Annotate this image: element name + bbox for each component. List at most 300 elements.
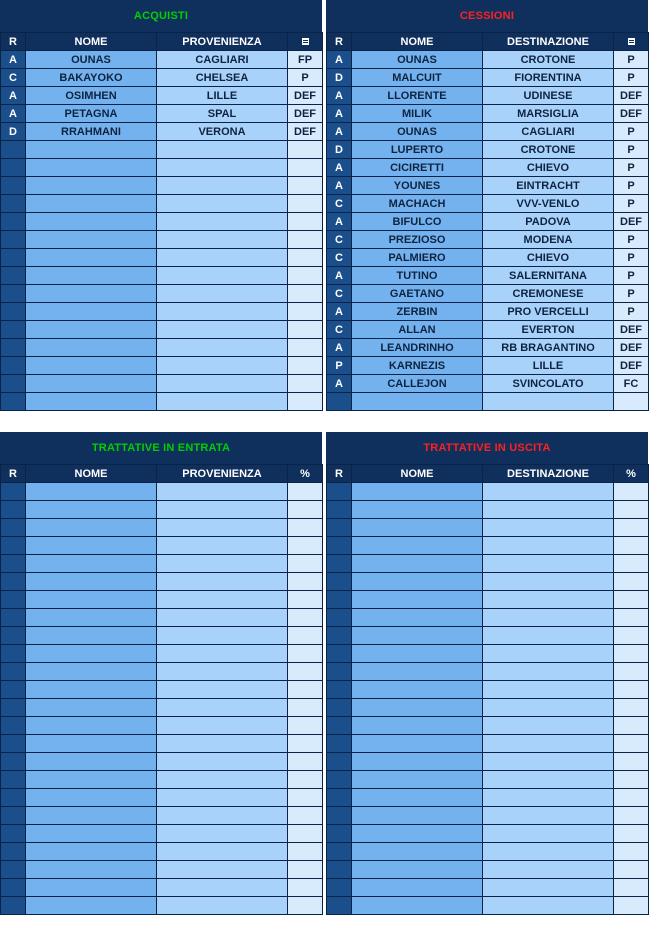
status-cell[interactable]: [288, 267, 323, 285]
status-cell[interactable]: [614, 627, 649, 645]
name-cell[interactable]: [352, 699, 483, 717]
role-cell[interactable]: C: [1, 69, 26, 87]
club-cell[interactable]: [157, 213, 288, 231]
club-cell[interactable]: [483, 591, 614, 609]
club-cell[interactable]: [157, 141, 288, 159]
club-cell[interactable]: [157, 591, 288, 609]
club-cell[interactable]: [157, 285, 288, 303]
name-cell[interactable]: [26, 753, 157, 771]
name-cell[interactable]: [26, 663, 157, 681]
club-cell[interactable]: [483, 519, 614, 537]
name-cell[interactable]: [352, 645, 483, 663]
role-cell[interactable]: [1, 375, 26, 393]
club-cell[interactable]: [483, 537, 614, 555]
role-cell[interactable]: [1, 663, 26, 681]
club-cell[interactable]: [157, 555, 288, 573]
status-cell[interactable]: DEF: [614, 87, 649, 105]
role-cell[interactable]: A: [327, 87, 352, 105]
role-cell[interactable]: A: [327, 267, 352, 285]
name-cell[interactable]: [352, 501, 483, 519]
status-cell[interactable]: [614, 807, 649, 825]
name-cell[interactable]: [26, 249, 157, 267]
name-cell[interactable]: [352, 519, 483, 537]
status-cell[interactable]: P: [614, 249, 649, 267]
club-cell[interactable]: [483, 681, 614, 699]
club-cell[interactable]: [157, 537, 288, 555]
column-header-provenienza[interactable]: PROVENIENZA: [157, 465, 288, 483]
column-header-nome[interactable]: NOME: [352, 465, 483, 483]
club-cell[interactable]: [483, 735, 614, 753]
role-cell[interactable]: A: [327, 123, 352, 141]
club-cell[interactable]: [157, 771, 288, 789]
role-cell[interactable]: [1, 753, 26, 771]
role-cell[interactable]: [1, 195, 26, 213]
role-cell[interactable]: A: [327, 303, 352, 321]
club-cell[interactable]: [483, 627, 614, 645]
name-cell[interactable]: [352, 627, 483, 645]
column-header-r[interactable]: R: [1, 33, 26, 51]
club-cell[interactable]: [483, 663, 614, 681]
role-cell[interactable]: [1, 789, 26, 807]
club-cell[interactable]: CROTONE: [483, 141, 614, 159]
role-cell[interactable]: [1, 861, 26, 879]
column-header-nome[interactable]: NOME: [352, 33, 483, 51]
status-cell[interactable]: [614, 861, 649, 879]
status-cell[interactable]: [288, 231, 323, 249]
name-cell[interactable]: [26, 627, 157, 645]
role-cell[interactable]: A: [327, 213, 352, 231]
role-cell[interactable]: [327, 501, 352, 519]
club-cell[interactable]: SALERNITANA: [483, 267, 614, 285]
name-cell[interactable]: [26, 897, 157, 915]
column-header-r[interactable]: R: [327, 465, 352, 483]
club-cell[interactable]: [157, 501, 288, 519]
role-cell[interactable]: A: [327, 177, 352, 195]
name-cell[interactable]: MACHACH: [352, 195, 483, 213]
column-header-destinazione[interactable]: DESTINAZIONE: [483, 465, 614, 483]
club-cell[interactable]: [483, 897, 614, 915]
role-cell[interactable]: [1, 321, 26, 339]
name-cell[interactable]: [352, 555, 483, 573]
role-cell[interactable]: [1, 825, 26, 843]
role-cell[interactable]: [1, 573, 26, 591]
status-cell[interactable]: [614, 843, 649, 861]
status-cell[interactable]: [288, 735, 323, 753]
role-cell[interactable]: A: [1, 87, 26, 105]
name-cell[interactable]: PALMIERO: [352, 249, 483, 267]
column-header-filter[interactable]: [614, 33, 649, 51]
status-cell[interactable]: DEF: [614, 357, 649, 375]
club-cell[interactable]: [157, 789, 288, 807]
club-cell[interactable]: [483, 573, 614, 591]
name-cell[interactable]: MALCUIT: [352, 69, 483, 87]
status-cell[interactable]: [614, 717, 649, 735]
role-cell[interactable]: [1, 519, 26, 537]
status-cell[interactable]: [288, 609, 323, 627]
status-cell[interactable]: [288, 159, 323, 177]
status-cell[interactable]: P: [614, 123, 649, 141]
name-cell[interactable]: [352, 735, 483, 753]
status-cell[interactable]: [288, 321, 323, 339]
column-header-r[interactable]: R: [327, 33, 352, 51]
name-cell[interactable]: [352, 825, 483, 843]
club-cell[interactable]: [157, 753, 288, 771]
club-cell[interactable]: CAGLIARI: [157, 51, 288, 69]
club-cell[interactable]: CHIEVO: [483, 159, 614, 177]
role-cell[interactable]: P: [327, 357, 352, 375]
name-cell[interactable]: [26, 357, 157, 375]
filter-icon[interactable]: [628, 38, 635, 45]
club-cell[interactable]: [157, 357, 288, 375]
club-cell[interactable]: [483, 645, 614, 663]
name-cell[interactable]: [352, 897, 483, 915]
role-cell[interactable]: [1, 771, 26, 789]
club-cell[interactable]: UDINESE: [483, 87, 614, 105]
name-cell[interactable]: [26, 375, 157, 393]
role-cell[interactable]: [1, 393, 26, 411]
role-cell[interactable]: [327, 609, 352, 627]
name-cell[interactable]: [26, 825, 157, 843]
name-cell[interactable]: [352, 861, 483, 879]
club-cell[interactable]: [157, 159, 288, 177]
club-cell[interactable]: SPAL: [157, 105, 288, 123]
role-cell[interactable]: [1, 735, 26, 753]
role-cell[interactable]: [327, 591, 352, 609]
name-cell[interactable]: BIFULCO: [352, 213, 483, 231]
role-cell[interactable]: [1, 537, 26, 555]
name-cell[interactable]: [352, 843, 483, 861]
status-cell[interactable]: [288, 663, 323, 681]
name-cell[interactable]: [26, 339, 157, 357]
name-cell[interactable]: [352, 879, 483, 897]
role-cell[interactable]: C: [327, 231, 352, 249]
role-cell[interactable]: [327, 573, 352, 591]
role-cell[interactable]: [1, 339, 26, 357]
name-cell[interactable]: [352, 663, 483, 681]
column-header-nome[interactable]: NOME: [26, 33, 157, 51]
role-cell[interactable]: [327, 879, 352, 897]
status-cell[interactable]: [288, 195, 323, 213]
name-cell[interactable]: [26, 195, 157, 213]
club-cell[interactable]: [483, 771, 614, 789]
status-cell[interactable]: [288, 807, 323, 825]
club-cell[interactable]: [483, 555, 614, 573]
role-cell[interactable]: [327, 789, 352, 807]
role-cell[interactable]: [327, 645, 352, 663]
club-cell[interactable]: [157, 393, 288, 411]
role-cell[interactable]: [327, 735, 352, 753]
status-cell[interactable]: [288, 699, 323, 717]
status-cell[interactable]: P: [614, 231, 649, 249]
club-cell[interactable]: [157, 321, 288, 339]
status-cell[interactable]: [614, 699, 649, 717]
role-cell[interactable]: [1, 177, 26, 195]
name-cell[interactable]: [352, 537, 483, 555]
club-cell[interactable]: [157, 843, 288, 861]
role-cell[interactable]: [1, 807, 26, 825]
name-cell[interactable]: LLORENTE: [352, 87, 483, 105]
name-cell[interactable]: [352, 573, 483, 591]
name-cell[interactable]: RRAHMANI: [26, 123, 157, 141]
name-cell[interactable]: OSIMHEN: [26, 87, 157, 105]
status-cell[interactable]: P: [614, 303, 649, 321]
name-cell[interactable]: [352, 393, 483, 411]
role-cell[interactable]: [327, 897, 352, 915]
club-cell[interactable]: [157, 681, 288, 699]
status-cell[interactable]: [288, 357, 323, 375]
role-cell[interactable]: [327, 663, 352, 681]
status-cell[interactable]: [614, 609, 649, 627]
role-cell[interactable]: [327, 717, 352, 735]
column-header-percent[interactable]: %: [614, 465, 649, 483]
role-cell[interactable]: [327, 627, 352, 645]
club-cell[interactable]: LILLE: [483, 357, 614, 375]
name-cell[interactable]: [26, 573, 157, 591]
status-cell[interactable]: [288, 717, 323, 735]
role-cell[interactable]: [1, 231, 26, 249]
status-cell[interactable]: [288, 681, 323, 699]
role-cell[interactable]: [327, 807, 352, 825]
role-cell[interactable]: [1, 843, 26, 861]
status-cell[interactable]: [288, 771, 323, 789]
club-cell[interactable]: PADOVA: [483, 213, 614, 231]
role-cell[interactable]: [1, 699, 26, 717]
club-cell[interactable]: FIORENTINA: [483, 69, 614, 87]
name-cell[interactable]: [26, 213, 157, 231]
status-cell[interactable]: [614, 825, 649, 843]
name-cell[interactable]: CALLEJON: [352, 375, 483, 393]
role-cell[interactable]: [1, 555, 26, 573]
role-cell[interactable]: [1, 609, 26, 627]
name-cell[interactable]: BAKAYOKO: [26, 69, 157, 87]
column-header-nome[interactable]: NOME: [26, 465, 157, 483]
name-cell[interactable]: [26, 843, 157, 861]
name-cell[interactable]: [26, 285, 157, 303]
name-cell[interactable]: [352, 753, 483, 771]
status-cell[interactable]: DEF: [614, 105, 649, 123]
club-cell[interactable]: CROTONE: [483, 51, 614, 69]
name-cell[interactable]: YOUNES: [352, 177, 483, 195]
role-cell[interactable]: [1, 213, 26, 231]
role-cell[interactable]: C: [327, 321, 352, 339]
role-cell[interactable]: [1, 141, 26, 159]
club-cell[interactable]: [483, 699, 614, 717]
club-cell[interactable]: [483, 879, 614, 897]
role-cell[interactable]: A: [327, 105, 352, 123]
club-cell[interactable]: [483, 807, 614, 825]
status-cell[interactable]: [614, 645, 649, 663]
status-cell[interactable]: [288, 213, 323, 231]
name-cell[interactable]: [26, 789, 157, 807]
name-cell[interactable]: [352, 483, 483, 501]
club-cell[interactable]: [157, 735, 288, 753]
column-header-r[interactable]: R: [1, 465, 26, 483]
name-cell[interactable]: [26, 609, 157, 627]
name-cell[interactable]: [26, 393, 157, 411]
column-header-provenienza[interactable]: PROVENIENZA: [157, 33, 288, 51]
name-cell[interactable]: KARNEZIS: [352, 357, 483, 375]
status-cell[interactable]: DEF: [288, 105, 323, 123]
name-cell[interactable]: MILIK: [352, 105, 483, 123]
name-cell[interactable]: LUPERTO: [352, 141, 483, 159]
club-cell[interactable]: [483, 861, 614, 879]
status-cell[interactable]: [614, 483, 649, 501]
status-cell[interactable]: [288, 339, 323, 357]
role-cell[interactable]: [327, 753, 352, 771]
name-cell[interactable]: [352, 609, 483, 627]
status-cell[interactable]: [288, 141, 323, 159]
role-cell[interactable]: D: [1, 123, 26, 141]
club-cell[interactable]: [483, 753, 614, 771]
club-cell[interactable]: [157, 807, 288, 825]
club-cell[interactable]: [157, 375, 288, 393]
status-cell[interactable]: [614, 789, 649, 807]
club-cell[interactable]: [157, 699, 288, 717]
role-cell[interactable]: A: [327, 51, 352, 69]
club-cell[interactable]: EINTRACHT: [483, 177, 614, 195]
name-cell[interactable]: [26, 555, 157, 573]
status-cell[interactable]: [288, 285, 323, 303]
club-cell[interactable]: [157, 879, 288, 897]
name-cell[interactable]: [352, 717, 483, 735]
status-cell[interactable]: [288, 645, 323, 663]
role-cell[interactable]: [1, 645, 26, 663]
role-cell[interactable]: D: [327, 141, 352, 159]
club-cell[interactable]: [157, 303, 288, 321]
name-cell[interactable]: PETAGNA: [26, 105, 157, 123]
status-cell[interactable]: P: [614, 69, 649, 87]
club-cell[interactable]: [157, 897, 288, 915]
name-cell[interactable]: PREZIOSO: [352, 231, 483, 249]
status-cell[interactable]: DEF: [614, 213, 649, 231]
name-cell[interactable]: [26, 303, 157, 321]
status-cell[interactable]: [614, 393, 649, 411]
status-cell[interactable]: [288, 573, 323, 591]
role-cell[interactable]: [327, 519, 352, 537]
role-cell[interactable]: [327, 555, 352, 573]
role-cell[interactable]: [327, 861, 352, 879]
status-cell[interactable]: P: [614, 267, 649, 285]
club-cell[interactable]: [483, 501, 614, 519]
status-cell[interactable]: [288, 861, 323, 879]
status-cell[interactable]: [614, 771, 649, 789]
club-cell[interactable]: [483, 483, 614, 501]
name-cell[interactable]: [26, 483, 157, 501]
name-cell[interactable]: OUNAS: [352, 51, 483, 69]
role-cell[interactable]: [1, 483, 26, 501]
status-cell[interactable]: DEF: [288, 87, 323, 105]
status-cell[interactable]: P: [288, 69, 323, 87]
role-cell[interactable]: [1, 267, 26, 285]
status-cell[interactable]: [288, 375, 323, 393]
name-cell[interactable]: [26, 159, 157, 177]
name-cell[interactable]: OUNAS: [352, 123, 483, 141]
role-cell[interactable]: [327, 483, 352, 501]
role-cell[interactable]: [1, 879, 26, 897]
club-cell[interactable]: [157, 717, 288, 735]
role-cell[interactable]: A: [327, 375, 352, 393]
status-cell[interactable]: [288, 789, 323, 807]
status-cell[interactable]: [614, 753, 649, 771]
club-cell[interactable]: CHIEVO: [483, 249, 614, 267]
status-cell[interactable]: [614, 591, 649, 609]
role-cell[interactable]: A: [327, 159, 352, 177]
name-cell[interactable]: [26, 681, 157, 699]
club-cell[interactable]: [157, 627, 288, 645]
name-cell[interactable]: [26, 519, 157, 537]
status-cell[interactable]: P: [614, 159, 649, 177]
column-header-percent[interactable]: %: [288, 465, 323, 483]
status-cell[interactable]: [288, 249, 323, 267]
role-cell[interactable]: [1, 501, 26, 519]
club-cell[interactable]: VVV-VENLO: [483, 195, 614, 213]
club-cell[interactable]: [157, 483, 288, 501]
club-cell[interactable]: [157, 339, 288, 357]
status-cell[interactable]: [614, 735, 649, 753]
status-cell[interactable]: [288, 879, 323, 897]
status-cell[interactable]: [614, 879, 649, 897]
club-cell[interactable]: [483, 789, 614, 807]
name-cell[interactable]: [352, 591, 483, 609]
status-cell[interactable]: [614, 537, 649, 555]
club-cell[interactable]: [157, 861, 288, 879]
status-cell[interactable]: [288, 501, 323, 519]
status-cell[interactable]: P: [614, 51, 649, 69]
club-cell[interactable]: [157, 663, 288, 681]
club-cell[interactable]: [483, 843, 614, 861]
status-cell[interactable]: [288, 555, 323, 573]
column-header-destinazione[interactable]: DESTINAZIONE: [483, 33, 614, 51]
name-cell[interactable]: [26, 177, 157, 195]
club-cell[interactable]: EVERTON: [483, 321, 614, 339]
name-cell[interactable]: [352, 681, 483, 699]
status-cell[interactable]: FP: [288, 51, 323, 69]
role-cell[interactable]: [327, 843, 352, 861]
status-cell[interactable]: P: [614, 177, 649, 195]
club-cell[interactable]: [157, 825, 288, 843]
status-cell[interactable]: [288, 303, 323, 321]
name-cell[interactable]: TUTINO: [352, 267, 483, 285]
name-cell[interactable]: [26, 231, 157, 249]
name-cell[interactable]: [26, 807, 157, 825]
role-cell[interactable]: [1, 303, 26, 321]
column-header-filter[interactable]: [288, 33, 323, 51]
name-cell[interactable]: OUNAS: [26, 51, 157, 69]
role-cell[interactable]: [327, 825, 352, 843]
role-cell[interactable]: [327, 537, 352, 555]
club-cell[interactable]: LILLE: [157, 87, 288, 105]
status-cell[interactable]: [288, 519, 323, 537]
club-cell[interactable]: CHELSEA: [157, 69, 288, 87]
name-cell[interactable]: [26, 735, 157, 753]
status-cell[interactable]: [614, 663, 649, 681]
role-cell[interactable]: [327, 771, 352, 789]
role-cell[interactable]: [1, 159, 26, 177]
status-cell[interactable]: [288, 537, 323, 555]
status-cell[interactable]: [614, 681, 649, 699]
status-cell[interactable]: [288, 177, 323, 195]
name-cell[interactable]: GAETANO: [352, 285, 483, 303]
status-cell[interactable]: P: [614, 141, 649, 159]
role-cell[interactable]: C: [327, 195, 352, 213]
name-cell[interactable]: [26, 321, 157, 339]
role-cell[interactable]: [1, 717, 26, 735]
status-cell[interactable]: [614, 573, 649, 591]
filter-icon[interactable]: [302, 38, 309, 45]
name-cell[interactable]: [26, 645, 157, 663]
club-cell[interactable]: [157, 267, 288, 285]
club-cell[interactable]: [157, 609, 288, 627]
